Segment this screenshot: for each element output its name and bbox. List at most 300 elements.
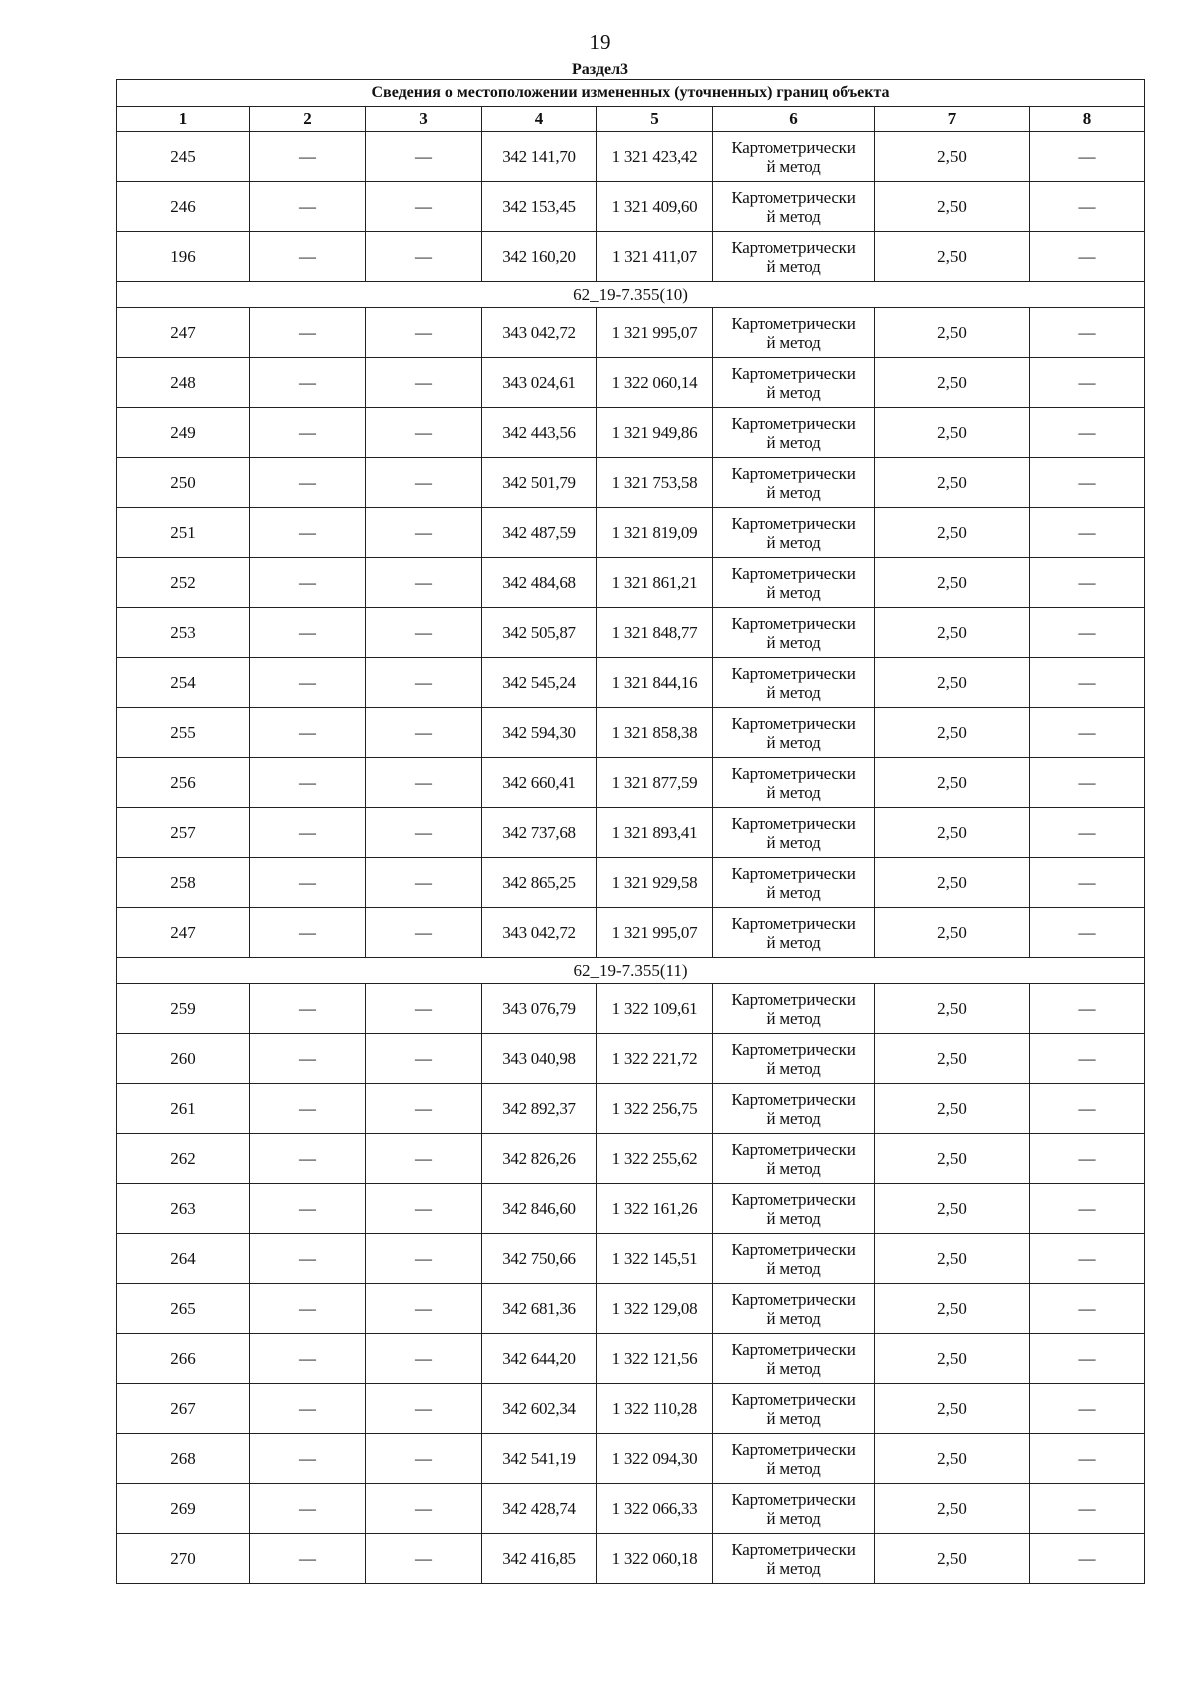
- cell-col8: —: [1030, 908, 1145, 958]
- cell-col2: —: [250, 1384, 366, 1434]
- coord-x: 343 024,61: [482, 358, 597, 408]
- method-cell: [713, 608, 875, 658]
- table-row: [117, 608, 1145, 658]
- point-number: 261: [117, 1084, 250, 1134]
- cell-col3: —: [366, 808, 482, 858]
- cell-col8: —: [1030, 308, 1145, 358]
- cell-col2: —: [250, 132, 366, 182]
- point-number: 249: [117, 408, 250, 458]
- coord-y: 1 322 121,56: [597, 1334, 713, 1384]
- method-cell: [713, 1134, 875, 1184]
- method-line: Картометрически: [731, 313, 856, 333]
- table-row: [117, 1134, 1145, 1184]
- point-number: 260: [117, 1034, 250, 1084]
- group-label: 62_19-7.355(10): [117, 282, 1145, 308]
- cell-col8: —: [1030, 1084, 1145, 1134]
- column-header-row: [117, 107, 1145, 132]
- method-line: Картометрически: [731, 1439, 856, 1459]
- cell-col8: —: [1030, 1534, 1145, 1584]
- point-number: 264: [117, 1234, 250, 1284]
- cell-col8: —: [1030, 358, 1145, 408]
- cell-col2: —: [250, 658, 366, 708]
- method-line: Картометрически: [731, 913, 856, 933]
- point-number: 255: [117, 708, 250, 758]
- coord-y: 1 321 995,07: [597, 908, 713, 958]
- table-row: [117, 1234, 1145, 1284]
- method-cell: [713, 1284, 875, 1334]
- method-line: й метод: [766, 932, 821, 952]
- point-number: 253: [117, 608, 250, 658]
- method-cell: [713, 1434, 875, 1484]
- cell-col3: —: [366, 858, 482, 908]
- method-cell: [713, 232, 875, 282]
- point-number: 270: [117, 1534, 250, 1584]
- coord-x: 342 681,36: [482, 1284, 597, 1334]
- cell-col8: —: [1030, 708, 1145, 758]
- method-line: Картометрически: [731, 1289, 856, 1309]
- cell-col8: —: [1030, 1334, 1145, 1384]
- accuracy: 2,50: [875, 1434, 1030, 1484]
- table-row: [117, 758, 1145, 808]
- coord-y: 1 321 409,60: [597, 182, 713, 232]
- column-header: 5: [597, 107, 713, 132]
- table-row: [117, 1434, 1145, 1484]
- cell-col8: —: [1030, 508, 1145, 558]
- point-number: 196: [117, 232, 250, 282]
- method-line: Картометрически: [731, 1539, 856, 1559]
- method-line: й метод: [766, 882, 821, 902]
- method-line: Картометрически: [731, 187, 856, 207]
- cell-col2: —: [250, 308, 366, 358]
- point-number: 257: [117, 808, 250, 858]
- cell-col3: —: [366, 984, 482, 1034]
- method-line: Картометрически: [731, 713, 856, 733]
- cell-col3: —: [366, 1484, 482, 1534]
- accuracy: 2,50: [875, 984, 1030, 1034]
- cell-col2: —: [250, 508, 366, 558]
- point-number: 266: [117, 1334, 250, 1384]
- coord-y: 1 321 893,41: [597, 808, 713, 858]
- coord-x: 342 602,34: [482, 1384, 597, 1434]
- accuracy: 2,50: [875, 408, 1030, 458]
- cell-col8: —: [1030, 658, 1145, 708]
- cell-col3: —: [366, 908, 482, 958]
- cell-col2: —: [250, 1334, 366, 1384]
- method-line: й метод: [766, 1408, 821, 1428]
- cell-col2: —: [250, 408, 366, 458]
- accuracy: 2,50: [875, 1484, 1030, 1534]
- method-line: й метод: [766, 1108, 821, 1128]
- cell-col2: —: [250, 358, 366, 408]
- cell-col2: —: [250, 458, 366, 508]
- cell-col3: —: [366, 608, 482, 658]
- cell-col2: —: [250, 808, 366, 858]
- table-row: [117, 708, 1145, 758]
- coord-x: 342 594,30: [482, 708, 597, 758]
- accuracy: 2,50: [875, 758, 1030, 808]
- cell-col2: —: [250, 608, 366, 658]
- coord-y: 1 322 060,14: [597, 358, 713, 408]
- coord-x: 342 501,79: [482, 458, 597, 508]
- method-cell: [713, 1334, 875, 1384]
- accuracy: 2,50: [875, 508, 1030, 558]
- method-cell: [713, 358, 875, 408]
- coord-y: 1 321 819,09: [597, 508, 713, 558]
- accuracy: 2,50: [875, 608, 1030, 658]
- table-row: [117, 558, 1145, 608]
- cell-col2: —: [250, 1434, 366, 1484]
- method-line: й метод: [766, 1158, 821, 1178]
- method-line: й метод: [766, 1308, 821, 1328]
- cell-col3: —: [366, 1384, 482, 1434]
- cell-col8: —: [1030, 1034, 1145, 1084]
- accuracy: 2,50: [875, 1534, 1030, 1584]
- method-line: Картометрически: [731, 863, 856, 883]
- method-line: Картометрически: [731, 663, 856, 683]
- cell-col2: —: [250, 1184, 366, 1234]
- coord-x: 342 505,87: [482, 608, 597, 658]
- method-line: Картометрически: [731, 237, 856, 257]
- cell-col8: —: [1030, 984, 1145, 1034]
- cell-col3: —: [366, 758, 482, 808]
- cell-col3: —: [366, 1184, 482, 1234]
- method-line: Картометрически: [731, 137, 856, 157]
- coord-y: 1 322 145,51: [597, 1234, 713, 1284]
- point-number: 269: [117, 1484, 250, 1534]
- cell-col8: —: [1030, 758, 1145, 808]
- cell-col3: —: [366, 508, 482, 558]
- table-row: [117, 408, 1145, 458]
- cell-col8: —: [1030, 858, 1145, 908]
- cell-col2: —: [250, 708, 366, 758]
- coord-y: 1 321 844,16: [597, 658, 713, 708]
- table-row: [117, 232, 1145, 282]
- method-line: Картометрически: [731, 613, 856, 633]
- point-number: 256: [117, 758, 250, 808]
- cell-col3: —: [366, 1334, 482, 1384]
- accuracy: 2,50: [875, 232, 1030, 282]
- cell-col8: —: [1030, 458, 1145, 508]
- method-line: й метод: [766, 1008, 821, 1028]
- method-line: й метод: [766, 482, 821, 502]
- method-cell: [713, 1184, 875, 1234]
- method-cell: [713, 908, 875, 958]
- method-line: Картометрически: [731, 1339, 856, 1359]
- coord-x: 342 443,56: [482, 408, 597, 458]
- coord-x: 342 484,68: [482, 558, 597, 608]
- table-row: [117, 1384, 1145, 1434]
- accuracy: 2,50: [875, 1134, 1030, 1184]
- cell-col3: —: [366, 1034, 482, 1084]
- method-line: й метод: [766, 1358, 821, 1378]
- method-line: й метод: [766, 206, 821, 226]
- method-line: й метод: [766, 532, 821, 552]
- cell-col8: —: [1030, 1134, 1145, 1184]
- cell-col3: —: [366, 1284, 482, 1334]
- cell-col2: —: [250, 758, 366, 808]
- accuracy: 2,50: [875, 1084, 1030, 1134]
- method-line: й метод: [766, 732, 821, 752]
- method-line: Картометрически: [731, 413, 856, 433]
- coord-x: 342 846,60: [482, 1184, 597, 1234]
- method-cell: [713, 1234, 875, 1284]
- table-row: [117, 1484, 1145, 1534]
- coord-x: 342 141,70: [482, 132, 597, 182]
- cell-col2: —: [250, 908, 366, 958]
- method-line: й метод: [766, 832, 821, 852]
- column-header: 2: [250, 107, 366, 132]
- accuracy: 2,50: [875, 308, 1030, 358]
- point-number: 263: [117, 1184, 250, 1234]
- cell-col3: —: [366, 708, 482, 758]
- point-number: 267: [117, 1384, 250, 1434]
- coord-y: 1 321 753,58: [597, 458, 713, 508]
- coord-x: 342 545,24: [482, 658, 597, 708]
- method-line: й метод: [766, 1558, 821, 1578]
- group-header-row: [117, 958, 1145, 984]
- cell-col8: —: [1030, 558, 1145, 608]
- coord-y: 1 322 255,62: [597, 1134, 713, 1184]
- method-cell: [713, 808, 875, 858]
- method-line: й метод: [766, 1208, 821, 1228]
- method-line: Картометрически: [731, 513, 856, 533]
- accuracy: 2,50: [875, 1234, 1030, 1284]
- point-number: 250: [117, 458, 250, 508]
- coord-y: 1 321 929,58: [597, 858, 713, 908]
- method-cell: [713, 1034, 875, 1084]
- table-row: [117, 1034, 1145, 1084]
- group-label: 62_19-7.355(11): [117, 958, 1145, 984]
- cell-col3: —: [366, 1134, 482, 1184]
- method-line: Картометрически: [731, 813, 856, 833]
- coord-y: 1 322 060,18: [597, 1534, 713, 1584]
- coord-y: 1 322 161,26: [597, 1184, 713, 1234]
- accuracy: 2,50: [875, 658, 1030, 708]
- table-caption: Сведения о местоположении измененных (уточненных) границ объекта: [117, 80, 1145, 107]
- coord-x: 342 541,19: [482, 1434, 597, 1484]
- cell-col8: —: [1030, 182, 1145, 232]
- point-number: 252: [117, 558, 250, 608]
- cell-col2: —: [250, 182, 366, 232]
- method-line: Картометрически: [731, 1489, 856, 1509]
- coord-y: 1 322 129,08: [597, 1284, 713, 1334]
- cell-col8: —: [1030, 608, 1145, 658]
- accuracy: 2,50: [875, 908, 1030, 958]
- cell-col2: —: [250, 558, 366, 608]
- coord-y: 1 321 949,86: [597, 408, 713, 458]
- method-line: Картометрически: [731, 1389, 856, 1409]
- coord-y: 1 321 877,59: [597, 758, 713, 808]
- method-line: Картометрически: [731, 1189, 856, 1209]
- method-cell: [713, 308, 875, 358]
- coord-y: 1 321 861,21: [597, 558, 713, 608]
- method-line: Картометрически: [731, 363, 856, 383]
- table-row: [117, 1284, 1145, 1334]
- column-header: 1: [117, 107, 250, 132]
- accuracy: 2,50: [875, 458, 1030, 508]
- method-cell: [713, 858, 875, 908]
- table-row: [117, 132, 1145, 182]
- coord-y: 1 322 066,33: [597, 1484, 713, 1534]
- cell-col8: —: [1030, 1184, 1145, 1234]
- table-row: [117, 1084, 1145, 1134]
- coord-x: 342 153,45: [482, 182, 597, 232]
- coord-x: 343 040,98: [482, 1034, 597, 1084]
- method-cell: [713, 558, 875, 608]
- method-line: й метод: [766, 382, 821, 402]
- cell-col3: —: [366, 1084, 482, 1134]
- method-line: й метод: [766, 432, 821, 452]
- table-row: [117, 182, 1145, 232]
- page-number: 19: [589, 30, 611, 54]
- coord-x: 342 428,74: [482, 1484, 597, 1534]
- coord-x: 342 644,20: [482, 1334, 597, 1384]
- coord-x: 342 750,66: [482, 1234, 597, 1284]
- table-row: [117, 1534, 1145, 1584]
- coord-x: 342 160,20: [482, 232, 597, 282]
- point-number: 246: [117, 182, 250, 232]
- method-line: й метод: [766, 582, 821, 602]
- point-number: 247: [117, 308, 250, 358]
- point-number: 268: [117, 1434, 250, 1484]
- method-cell: [713, 458, 875, 508]
- point-number: 251: [117, 508, 250, 558]
- cell-col8: —: [1030, 232, 1145, 282]
- table-row: [117, 908, 1145, 958]
- column-header: 8: [1030, 107, 1145, 132]
- accuracy: 2,50: [875, 358, 1030, 408]
- coord-x: 342 865,25: [482, 858, 597, 908]
- accuracy: 2,50: [875, 858, 1030, 908]
- table-row: [117, 1334, 1145, 1384]
- coord-x: 342 660,41: [482, 758, 597, 808]
- coord-y: 1 321 423,42: [597, 132, 713, 182]
- cell-col8: —: [1030, 1434, 1145, 1484]
- coord-x: 342 737,68: [482, 808, 597, 858]
- cell-col3: —: [366, 1434, 482, 1484]
- cell-col3: —: [366, 658, 482, 708]
- point-number: 245: [117, 132, 250, 182]
- point-number: 259: [117, 984, 250, 1034]
- coord-y: 1 322 094,30: [597, 1434, 713, 1484]
- method-cell: [713, 658, 875, 708]
- table-row: [117, 658, 1145, 708]
- coord-x: 342 826,26: [482, 1134, 597, 1184]
- table-row: [117, 308, 1145, 358]
- coord-x: 342 416,85: [482, 1534, 597, 1584]
- accuracy: 2,50: [875, 182, 1030, 232]
- cell-col8: —: [1030, 132, 1145, 182]
- method-cell: [713, 708, 875, 758]
- accuracy: 2,50: [875, 808, 1030, 858]
- coord-x: 343 076,79: [482, 984, 597, 1034]
- cell-col3: —: [366, 1234, 482, 1284]
- method-line: Картометрически: [731, 563, 856, 583]
- method-line: й метод: [766, 782, 821, 802]
- accuracy: 2,50: [875, 1034, 1030, 1084]
- method-line: Картометрически: [731, 1139, 856, 1159]
- method-line: Картометрически: [731, 1089, 856, 1109]
- point-number: 262: [117, 1134, 250, 1184]
- cell-col3: —: [366, 458, 482, 508]
- cell-col8: —: [1030, 1284, 1145, 1334]
- method-line: й метод: [766, 156, 821, 176]
- method-cell: [713, 1084, 875, 1134]
- coord-x: 342 892,37: [482, 1084, 597, 1134]
- cell-col3: —: [366, 182, 482, 232]
- method-line: й метод: [766, 632, 821, 652]
- cell-col8: —: [1030, 808, 1145, 858]
- method-cell: [713, 182, 875, 232]
- coord-x: 342 487,59: [482, 508, 597, 558]
- coord-y: 1 322 109,61: [597, 984, 713, 1034]
- coord-y: 1 322 221,72: [597, 1034, 713, 1084]
- method-line: Картометрически: [731, 1039, 856, 1059]
- accuracy: 2,50: [875, 708, 1030, 758]
- method-line: й метод: [766, 332, 821, 352]
- accuracy: 2,50: [875, 1384, 1030, 1434]
- cell-col2: —: [250, 1484, 366, 1534]
- method-cell: [713, 758, 875, 808]
- table-body: [117, 132, 1145, 1584]
- cell-col3: —: [366, 408, 482, 458]
- group-header-row: [117, 282, 1145, 308]
- point-number: 265: [117, 1284, 250, 1334]
- method-line: Картометрически: [731, 463, 856, 483]
- table-row: [117, 984, 1145, 1034]
- cell-col2: —: [250, 232, 366, 282]
- cell-col8: —: [1030, 1384, 1145, 1434]
- method-line: Картометрически: [731, 763, 856, 783]
- cell-col2: —: [250, 1034, 366, 1084]
- cell-col8: —: [1030, 408, 1145, 458]
- method-line: Картометрически: [731, 1239, 856, 1259]
- point-number: 247: [117, 908, 250, 958]
- method-line: й метод: [766, 1258, 821, 1278]
- coord-y: 1 321 411,07: [597, 232, 713, 282]
- method-line: й метод: [766, 1508, 821, 1528]
- table-caption-row: [117, 80, 1145, 107]
- column-header: 4: [482, 107, 597, 132]
- method-line: й метод: [766, 256, 821, 276]
- cell-col3: —: [366, 132, 482, 182]
- method-cell: [713, 132, 875, 182]
- point-number: 258: [117, 858, 250, 908]
- method-cell: [713, 984, 875, 1034]
- accuracy: 2,50: [875, 558, 1030, 608]
- table-row: [117, 358, 1145, 408]
- cell-col8: —: [1030, 1234, 1145, 1284]
- table-row: [117, 858, 1145, 908]
- cell-col3: —: [366, 232, 482, 282]
- point-number: 254: [117, 658, 250, 708]
- coord-y: 1 321 858,38: [597, 708, 713, 758]
- cell-col2: —: [250, 984, 366, 1034]
- coord-y: 1 322 256,75: [597, 1084, 713, 1134]
- table-row: [117, 508, 1145, 558]
- boundary-coordinates-table: [116, 79, 1145, 1584]
- cell-col3: —: [366, 308, 482, 358]
- method-line: Картометрически: [731, 989, 856, 1009]
- cell-col3: —: [366, 1534, 482, 1584]
- column-header: 3: [366, 107, 482, 132]
- accuracy: 2,50: [875, 1334, 1030, 1384]
- method-cell: [713, 1384, 875, 1434]
- cell-col2: —: [250, 858, 366, 908]
- cell-col3: —: [366, 558, 482, 608]
- method-line: й метод: [766, 682, 821, 702]
- method-cell: [713, 508, 875, 558]
